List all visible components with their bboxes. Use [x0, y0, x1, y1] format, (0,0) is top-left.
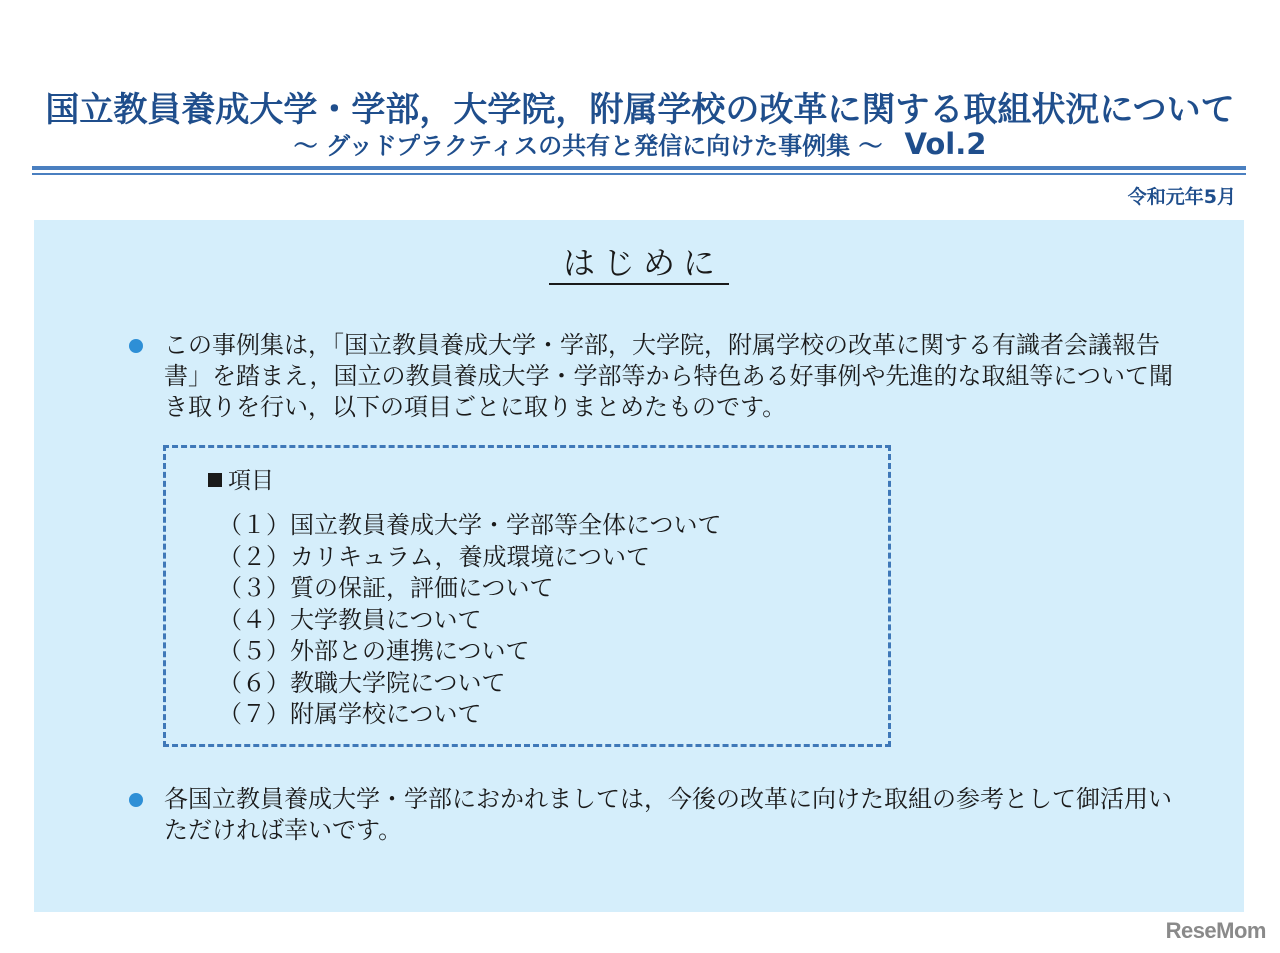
intro-heading-text: はじめに — [549, 246, 729, 285]
title-rule-thin — [32, 173, 1246, 175]
list-item: （１）国立教員養成大学・学部等全体について — [218, 511, 722, 539]
intro-heading — [34, 244, 1244, 285]
items-title — [208, 462, 274, 495]
intro-paragraph: この事例集は，「国立教員養成大学・学部，大学院，附属学校の改革に関する有識者会議報告書」を踏まえ，国立の教員養成大学・学部等から特色ある好事例や先進的な取組等について聞き取りを行い，以下の項目ごとに取りまとめたものです。 — [164, 331, 1173, 421]
list-item: （７）附属学校について — [218, 700, 482, 728]
closing-paragraph: 各国立教員養成大学・学部におかれましては，今後の改革に向けた取組の参考として御活用いただければ幸いです。 — [164, 785, 1172, 844]
page-title: 国立教員養成大学・学部，大学院，附属学校の改革に関する取組状況について — [45, 90, 1235, 130]
intro-panel — [34, 220, 1244, 912]
list-item: （２）カリキュラム，養成環境について — [218, 542, 650, 571]
resemom-logo: ReseMom — [1165, 918, 1266, 943]
items-title-text: 項目 — [228, 468, 274, 494]
items-box — [163, 445, 891, 747]
list-item: （６）教職大学院について — [218, 668, 506, 697]
bullet-dot-icon — [129, 339, 143, 353]
list-item: （５）外部との連携について — [218, 637, 530, 665]
title-rule-thick — [32, 166, 1246, 170]
page-subtitle — [0, 126, 1280, 161]
volume-label: Vol.2 — [904, 127, 987, 161]
list-item: （３）質の保証，評価について — [218, 574, 554, 602]
items-list — [218, 510, 722, 731]
bullet-dot-icon — [129, 793, 143, 807]
list-item: （４）大学教員について — [218, 605, 482, 634]
square-icon — [208, 473, 222, 487]
publication-date: 令和元年5月 — [1127, 186, 1236, 208]
subtitle-text: ～ グッドプラクティスの共有と発信に向けた事例集 ～ — [293, 132, 883, 160]
